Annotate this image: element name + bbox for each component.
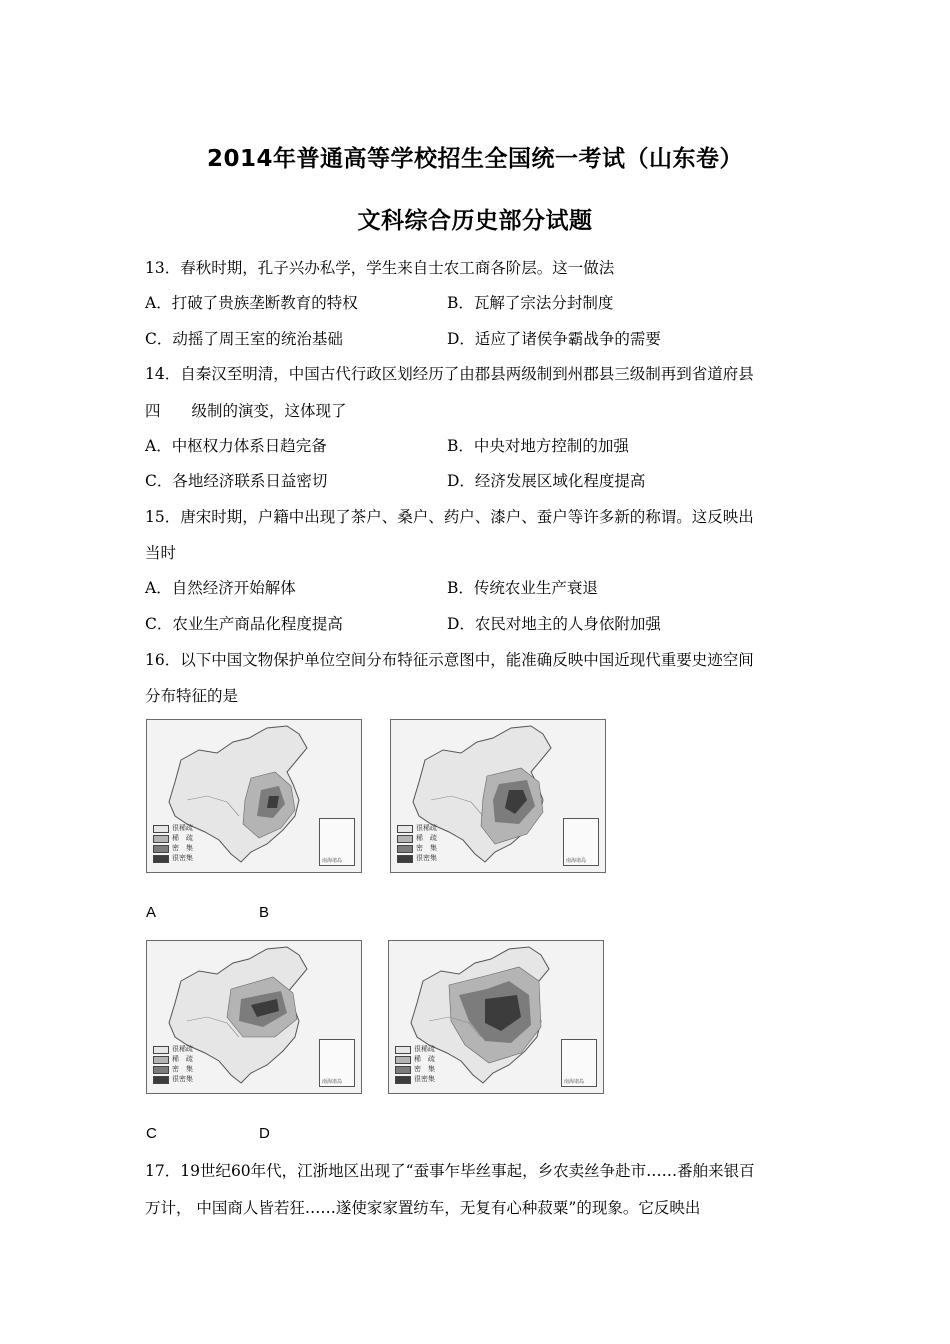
paper-title: 2014年普通高等学校招生全国统一考试（山东卷） [206, 146, 743, 172]
inset-label: 南海诸岛 [322, 1079, 343, 1085]
south-china-sea-inset-d [561, 1039, 597, 1087]
question-15-option-d: D．农民对地主的人身依附加强 [447, 615, 661, 633]
map-legend-c [153, 1045, 205, 1085]
legend-label: 很密集 [414, 1075, 435, 1083]
question-16-stem-line1: 16．以下中国文物保护单位空间分布特征示意图中，能准确反映中国近现代重要史迹空间 [145, 651, 754, 669]
south-china-sea-inset-a [319, 818, 355, 866]
legend-label: 稀 疏 [172, 1055, 193, 1063]
inset-label: 南海诸岛 [322, 858, 343, 864]
question-17-stem-line1: 17．19世纪60年代，江浙地区出现了“蚕事乍毕丝事起，乡农卖丝争赴市……番舶来银百 [145, 1162, 755, 1180]
question-15-stem-line1: 15．唐宋时期，户籍中出现了茶户、桑户、药户、漆户、蚕户等许多新的称谓。这反映出 [145, 508, 754, 526]
map-figure-c [146, 940, 362, 1094]
map-label-b: B [259, 904, 270, 921]
legend-label: 很稀疏 [416, 824, 437, 832]
question-15-option-a: A．自然经济开始解体 [145, 579, 296, 597]
legend-label: 很密集 [416, 854, 437, 862]
question-15-option-b: B．传统农业生产衰退 [447, 579, 598, 597]
question-14-option-d: D．经济发展区域化程度提高 [447, 472, 646, 490]
south-china-sea-inset-b [563, 818, 599, 866]
question-14-option-a: A．中枢权力体系日趋完备 [145, 437, 327, 455]
inset-label: 南海诸岛 [564, 1079, 585, 1085]
map-legend-d [395, 1045, 447, 1085]
legend-label: 很密集 [172, 854, 193, 862]
legend-label: 密 集 [172, 1065, 193, 1073]
question-13-option-c: C．动摇了周王室的统治基础 [145, 330, 343, 348]
legend-label: 稀 疏 [416, 834, 437, 842]
legend-label: 很稀疏 [414, 1045, 435, 1053]
map-figure-a [146, 719, 362, 873]
legend-label: 密 集 [416, 844, 437, 852]
inset-label: 南海诸岛 [566, 858, 587, 864]
question-14-stem-line2: 四 级制的演变，这体现了 [145, 402, 347, 420]
legend-label: 很密集 [172, 1075, 193, 1083]
legend-label: 稀 疏 [172, 834, 193, 842]
map-label-d: D [259, 1125, 270, 1142]
legend-label: 稀 疏 [414, 1055, 435, 1063]
question-15-option-c: C．农业生产商品化程度提高 [145, 615, 343, 633]
south-china-sea-inset-c [319, 1039, 355, 1087]
map-figure-b [390, 719, 606, 873]
question-15-stem-line2: 当时 [145, 544, 177, 562]
question-14-stem-line1: 14．自秦汉至明清，中国古代行政区划经历了由郡县两级制到州郡县三级制再到省道府县 [145, 365, 754, 383]
map-legend-b [397, 824, 449, 864]
question-13-option-a: A．打破了贵族垄断教育的特权 [145, 294, 358, 312]
legend-label: 密 集 [172, 844, 193, 852]
map-legend-a [153, 824, 205, 864]
question-13-option-d: D．适应了诸侯争霸战争的需要 [447, 330, 661, 348]
legend-label: 密 集 [414, 1065, 435, 1073]
legend-label: 很稀疏 [172, 1045, 193, 1053]
question-14-option-c: C．各地经济联系日益密切 [145, 472, 328, 490]
question-13-stem: 13．春秋时期，孔子兴办私学，学生来自士农工商各阶层。这一做法 [145, 259, 615, 277]
map-label-c: C [146, 1125, 157, 1142]
question-14-option-b: B．中央对地方控制的加强 [447, 437, 629, 455]
paper-subtitle: 文科综合历史部分试题 [357, 208, 593, 234]
question-16-stem-line2: 分布特征的是 [145, 687, 239, 705]
legend-label: 很稀疏 [172, 824, 193, 832]
question-13-option-b: B．瓦解了宗法分封制度 [447, 294, 614, 312]
map-figure-d [388, 940, 604, 1094]
map-label-a: A [146, 904, 157, 921]
question-17-stem-line2: 万计， 中国商人皆若狂……遂使家家置纺车，无复有心种菽粟”的现象。它反映出 [145, 1199, 701, 1217]
